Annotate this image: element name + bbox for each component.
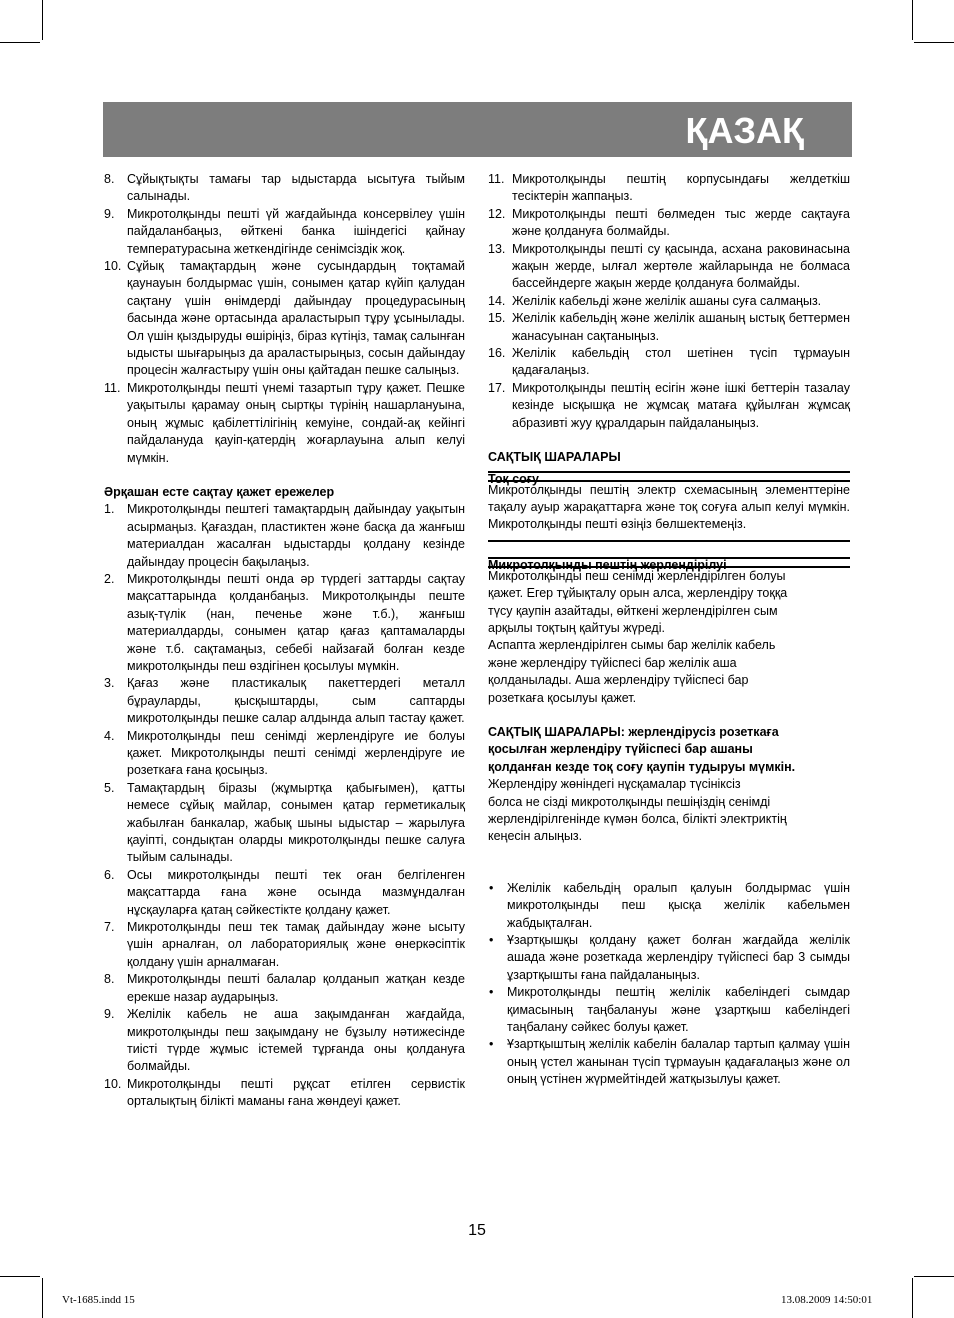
list-item [104,675,465,727]
item-number: 7. [104,920,115,935]
box-title: Микротолқынды пештің жерлендірілуі [488,557,850,572]
electric-shock-box [488,471,850,542]
banner-title: ҚАЗАҚ [685,110,804,151]
left-column [104,171,465,1111]
text-line: Жерлендіру жөніндегі нұсқамалар түсініксіз [488,777,741,792]
list-item [488,345,850,380]
list-item [488,241,850,293]
numbered-list [104,501,465,1110]
text-line: болса не сізді микротолқынды пешіңіздің сенімді [488,794,771,809]
text-line: САҚТЫҚ ШАРАЛАРЫ: жерлендірусіз розеткаға [488,724,779,739]
item-number: 11. [488,172,505,186]
item-text: Микротолқынды пештің корпусындағы желдеткіш тесіктерін жаппаңыз. [512,172,850,204]
list-item [104,258,465,380]
text-line: арқылы тоқтың қайтуы жүреді. [488,620,665,635]
text-line: Аспапта жерлендірілген сымы бар желілік кабель [488,638,776,653]
text-line: жерлендірілгенінде күмән болса, білікті электриктің [488,812,787,826]
safety-heading: САҚТЫҚ ШАРАЛАРЫ [488,450,621,465]
list-item [104,171,465,206]
bullet-item [488,984,850,1036]
bullet-text: Микротолқынды пештің желілік кабеліндегі сымдар қимасының таңбалануы және ұзартқыш кабеліндегі таңбалану сәйкес болуы қажет. [507,985,850,1035]
warning-text [488,776,850,846]
item-number: 1. [104,502,115,517]
crop-mark [912,1278,913,1318]
list-item [104,728,465,780]
item-number: 17. [488,380,506,395]
list-item [488,293,850,310]
item-text: Микротолқынды пешті бөлмеден тыс жерде сақтауға және қолдануға болмайды. [512,206,850,239]
bullet-item [488,1036,850,1088]
text-line: кеңесін алыңыз. [488,829,583,844]
numbered-list [104,171,465,467]
item-text: Желілік кабель не аша зақымданған жағдайда, микротолқынды пеш зақымдану не бұзылу нәтижесінде тиісті түрде жұмыс істемей тұрғанда оны қолдануға болмайды. [127,1007,465,1074]
text-line: және жерлендіру түйіспесі бар желілік аша [488,655,737,670]
crop-mark [0,42,40,43]
box-text [488,566,850,707]
list-item [488,310,850,345]
item-text: Микротолқынды пеш сенімді жерлендіруге ие болуы қажет. Микротолқынды пешті сенімді жерлендіруге ие розеткаға ғана қосыңыз. [127,728,465,778]
grounding-box [488,557,850,707]
item-number: 9. [104,1007,115,1022]
footer-file: Vt-1685.indd 15 [62,1294,135,1306]
crop-mark [0,1276,40,1277]
item-text: Микротолқынды пешті онда әр түрдегі заттарды сақтау мақсаттарында қолданбаңыз. Микротолқынды пеште азық-түлік (нан, печенье және т.б.), жанғыш материалдарды, сонымен қатар қағаз қаптамаларды және т.б. сақтамаңыз, себебі найзағай болған кезде микротолқынды пеш өздігінен қосылуы мүмкін. [127,571,465,673]
item-number: 9. [104,206,115,221]
list-item [104,867,465,919]
item-number: 11. [104,380,121,395]
item-number: 8. [104,172,115,186]
item-text: Сұйық тамақтардың және сусындардың тоқтамай қаунауын болдырмас үшін, сонымен қатар күйіп қалудан сақтану үшін өнімдерді дайындау процедурасының басында және ортасында араластырып тұру ұсынылады. Ол үшін қыздыруды өшіріңіз, біраз күтіңіз, тамақ салынған ыдысты шығарыңыз да араластырыңыз, сосын дайындау процесін жалғастыру үшін оны қайтадан пешке салыңыз. [127,259,465,378]
bullet-icon: • [489,880,494,895]
item-text: Сұйықтықты тамағы тар ыдыстарда ысытуға тыйым салынады. [127,172,465,204]
right-column [488,171,850,1089]
item-text: Тамақтардың біразы (жұмыртқа қабығымен), қатты немесе сұйық майлар, сонымен қатар герметикалық жабылған банкалар, жабық шыны ыдыстар – жарылуға қауіпті, сондықтан оларды микротолқынды пешке салуға тыйым салынады. [127,780,465,865]
bullet-item [488,932,850,984]
bullet-icon: • [489,933,494,948]
item-number: 2. [104,571,115,586]
list-item [104,1076,465,1111]
section-heading: Әрқашан есте сақтау қажет ережелер [104,484,335,499]
item-number: 6. [104,867,115,882]
list-item [104,501,465,571]
page-number: 15 [468,1222,486,1239]
text-line: түсу қаупін азайтады, өйткені жерлендірілген сым [488,603,778,618]
list-item [104,380,465,467]
item-text: Микротолқынды пешті балалар қолданып жатқан кезде ерекше назар аударыңыз. [127,972,465,1004]
text-line: розеткаға қосылуы қажет. [488,690,637,705]
numbered-list [488,171,850,432]
item-number: 10. [104,259,122,274]
item-text: Микротолқынды пештің есігін және ішкі беттерін тазалау кезінде ысқышқа не жұмсақ матаға құйылған жұмсақ абразивті жуу құралдарын пайдаланыңыз. [512,380,850,430]
language-banner [103,102,852,157]
bullet-icon: • [489,985,494,1000]
item-text: Желілік кабельдің және желілік ашаның ыстық беттермен жанасуынан сақтаныңыз. [512,311,850,343]
list-item [488,206,850,241]
list-item [488,380,850,432]
item-number: 5. [104,780,115,795]
crop-mark [914,1276,954,1277]
bullet-text: Ұзартқышқы қолдану қажет болған жағдайда желілік ашада және розеткада жерлендіру түйіспесі бар 3 сымды ұзартқышты ғана пайдаланыңыз. [507,933,850,982]
list-item [104,1006,465,1076]
list-item [488,171,850,206]
text-line: қосылған жерлендіру түйіспесі бар ашаны [488,742,753,757]
list-item [104,206,465,258]
item-number: 3. [104,676,115,691]
list-item [104,780,465,867]
bullet-text: Ұзартқыштың желілік кабелін балалар тартып қалмау үшін оның үстел жанынан түсіп тұрмауын қадағалаңыз және ол оның үстінен жүрмейтіндей жатқызылуы қажет. [507,1037,850,1087]
crop-mark [42,0,43,40]
item-text: Микротолқынды пешті үй жағдайында консервілеу үшін пайдаланбаңыз, өйткені банка ішіндегісі қайнау температурасына жеткендігінде сенімсіздік жоқ. [127,206,465,256]
item-number: 10. [104,1076,122,1091]
item-number: 16. [488,346,506,361]
text-line: қажет. Егер тұйықталу орын алса, жерлендіру тоққа [488,586,788,601]
crop-mark [42,1278,43,1318]
list-item [104,971,465,1006]
text-line: Микротолқынды пеш сенімді жерлендірілген болуы [488,568,786,583]
item-text: Микротолқынды пештегі тамақтардың дайындау уақытын асырмаңыз. Қағаздан, пластиктен және басқа да жанғыш материалдан жасалған ыдыстарды қолдану кезінде дайындау процесін бақылаңыз. [127,502,465,569]
item-number: 12. [488,206,506,221]
text-line: қолданған кезде тоқ соғу қаупін тудыруы мүмкін. [488,759,796,774]
crop-mark [914,42,954,43]
item-number: 14. [488,293,506,308]
bullet-list [488,880,850,1089]
item-number: 13. [488,241,506,256]
item-text: Микротолқынды пешті үнемі тазартып тұру қажет. Пешке уақытылы қарамау оның сыртқы түрінің нашарлануына, оның жұмыс қабілеттілігінің кемуіне, сондай-ақ кейінгі пайдалануда қауіп-қатердің жоғарлауына алып келуі мүмкін. [127,380,465,465]
item-text: Микротолқынды пешті су қасында, асхана раковинасына жақын жерде, ылғал жертөле жайларында не болмаса бассейндерге жақын жерде қолдануға болмайды. [512,241,850,291]
bullet-icon: • [489,1037,494,1052]
item-number: 4. [104,728,115,743]
box-title: Тоқ соғу [488,471,850,486]
footer-timestamp: 13.08.2009 14:50:01 [781,1294,873,1306]
list-item [104,571,465,675]
list-item [104,919,465,971]
warning-bold-text [488,724,850,776]
item-text: Микротолқынды пеш тек тамақ дайындау және ысыту үшін арналған, ол лабораториялық және өнеркәсіптік қолдану үшін арналмаған. [127,920,465,969]
bullet-text: Желілік кабельдің оралып қалуын болдырмас үшін микротолқынды пеш қысқа желілік кабельмен жабдықталған. [507,880,850,930]
box-text: Микротолқынды пештің электр схемасының элементтеріне тақалу ауыр жарақаттарға және тоқ соғуға алып келуі мүмкін. Микротолқынды пешті өзіңіз бөлшектемеңіз. [488,480,850,534]
item-text: Желілік кабельдің стол шетінен түсіп тұрмауын қадағалаңыз. [512,346,850,378]
bullet-item [488,880,850,932]
item-text: Микротолқынды пешті рұқсат етілген сервистік орталықтың білікті маманы ғана жөндеуі қажет. [127,1076,465,1109]
item-number: 8. [104,972,115,987]
item-text: Осы микротолқынды пешті тек оған белгіленген мақсаттарда ғана және осында мазмұндалған нұсқауларға қатаң сәйкестікте қолдану қажет. [127,867,465,917]
text-line: қолданылады. Аша жерлендіру түйіспесі бар [488,673,749,688]
item-text: Желілік кабельді және желілік ашаны суға салмаңыз. [512,293,822,308]
item-text: Қағаз және пластикалық пакеттердегі металл бұрауларды, қысқыштарды, сым саптарды микротолқынды пешке салар алдында алып тастау қажет. [127,676,465,726]
crop-mark [912,0,913,40]
item-number: 15. [488,311,506,326]
